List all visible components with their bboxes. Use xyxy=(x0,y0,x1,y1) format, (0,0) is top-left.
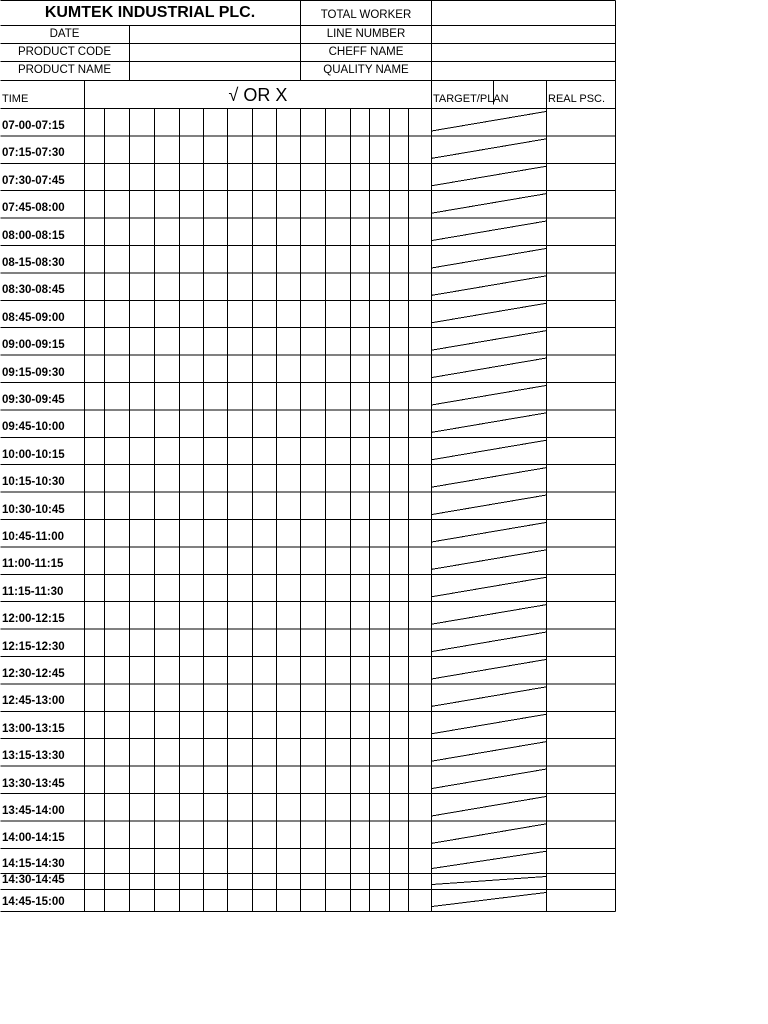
target-diagonal-16 xyxy=(432,523,546,542)
total-worker-label: TOTAL WORKER xyxy=(320,9,412,21)
time-slot-label: 10:45-11:00 xyxy=(2,530,65,543)
date-label: DATE xyxy=(49,28,80,40)
time-slot-label: 11:15-11:30 xyxy=(2,585,64,598)
target-diagonal-23 xyxy=(432,714,546,733)
real-psc-column-header: REAL PSC. xyxy=(548,93,606,105)
target-diagonal-29 xyxy=(432,877,546,885)
time-slot-label: 14:30-14:45 xyxy=(2,873,65,886)
time-slot-label: 08:30-08:45 xyxy=(2,284,65,297)
target-diagonal-28 xyxy=(432,851,546,868)
target-diagonal-15 xyxy=(432,495,546,514)
time-slot-label: 10:00-10:15 xyxy=(2,448,65,461)
product-name-label: PRODUCT NAME xyxy=(17,64,112,76)
time-slot-label: 12:30-12:45 xyxy=(2,667,65,680)
time-slot-label: 10:30-10:45 xyxy=(2,503,65,516)
target-diagonal-11 xyxy=(432,386,546,405)
time-slot-label: 13:30-13:45 xyxy=(2,777,65,790)
target-diagonal-2 xyxy=(432,139,546,158)
target-diagonal-12 xyxy=(432,413,546,432)
time-slot-label: 12:00-12:15 xyxy=(2,613,65,626)
target-diagonal-1 xyxy=(432,112,546,131)
line-number-label: LINE NUMBER xyxy=(326,28,406,40)
target-diagonal-30 xyxy=(432,893,546,907)
target-diagonal-3 xyxy=(432,166,546,185)
time-slot-label: 09:30-09:45 xyxy=(2,393,65,406)
target-diagonal-13 xyxy=(432,440,546,459)
time-slot-label: 14:00-14:15 xyxy=(2,832,65,845)
check-column-header: √ OR X xyxy=(228,85,288,105)
time-column-header: TIME xyxy=(2,93,29,105)
time-slot-label: 11:00-11:15 xyxy=(2,558,64,571)
target-diagonal-22 xyxy=(432,687,546,706)
target-diagonal-17 xyxy=(432,550,546,569)
target-diagonal-9 xyxy=(432,331,546,350)
target-diagonal-26 xyxy=(432,797,546,816)
target-diagonal-27 xyxy=(432,824,546,843)
time-slot-label: 12:45-13:00 xyxy=(2,695,65,708)
target-diagonal-18 xyxy=(432,577,546,596)
time-slot-label: 14:15-14:30 xyxy=(2,857,65,870)
cheff-name-label: CHEFF NAME xyxy=(328,46,404,58)
target-diagonal-7 xyxy=(432,276,546,295)
time-slot-label: 09:45-10:00 xyxy=(2,421,65,434)
target-diagonal-24 xyxy=(432,742,546,761)
target-diagonal-5 xyxy=(432,221,546,240)
time-slot-label: 07:30-07:45 xyxy=(2,174,65,187)
time-slot-label: 10:15-10:30 xyxy=(2,476,65,489)
quality-name-label: QUALITY NAME xyxy=(323,64,409,76)
target-diagonal-21 xyxy=(432,660,546,679)
product-code-label: PRODUCT CODE xyxy=(17,46,112,58)
target-diagonal-4 xyxy=(432,194,546,213)
time-slot-label: 13:00-13:15 xyxy=(2,722,65,735)
target-diagonal-20 xyxy=(432,632,546,651)
target-diagonal-19 xyxy=(432,605,546,624)
time-slot-label: 07:45-08:00 xyxy=(2,202,65,215)
time-slot-label: 09:15-09:30 xyxy=(2,366,65,379)
time-slot-label: 08:00-08:15 xyxy=(2,229,65,242)
time-slot-label: 13:45-14:00 xyxy=(2,804,65,817)
target-diagonal-25 xyxy=(432,769,546,788)
target-diagonal-6 xyxy=(432,249,546,268)
company-name: KUMTEK INDUSTRIAL PLC. xyxy=(44,4,256,21)
target-plan-column-header: TARGET/PLAN xyxy=(433,93,509,105)
time-slot-label: 07:15-07:30 xyxy=(2,147,65,160)
time-slot-label: 09:00-09:15 xyxy=(2,339,65,352)
time-slot-label: 07-00-07:15 xyxy=(2,119,65,132)
target-diagonal-8 xyxy=(432,303,546,322)
time-slot-label: 14:45-15:00 xyxy=(2,895,65,908)
time-slot-label: 08-15-08:30 xyxy=(2,256,65,269)
target-diagonal-10 xyxy=(432,358,546,377)
target-diagonal-14 xyxy=(432,468,546,487)
time-slot-label: 12:15-12:30 xyxy=(2,640,65,653)
time-slot-label: 13:15-13:30 xyxy=(2,750,65,763)
time-slot-label: 08:45-09:00 xyxy=(2,311,65,324)
